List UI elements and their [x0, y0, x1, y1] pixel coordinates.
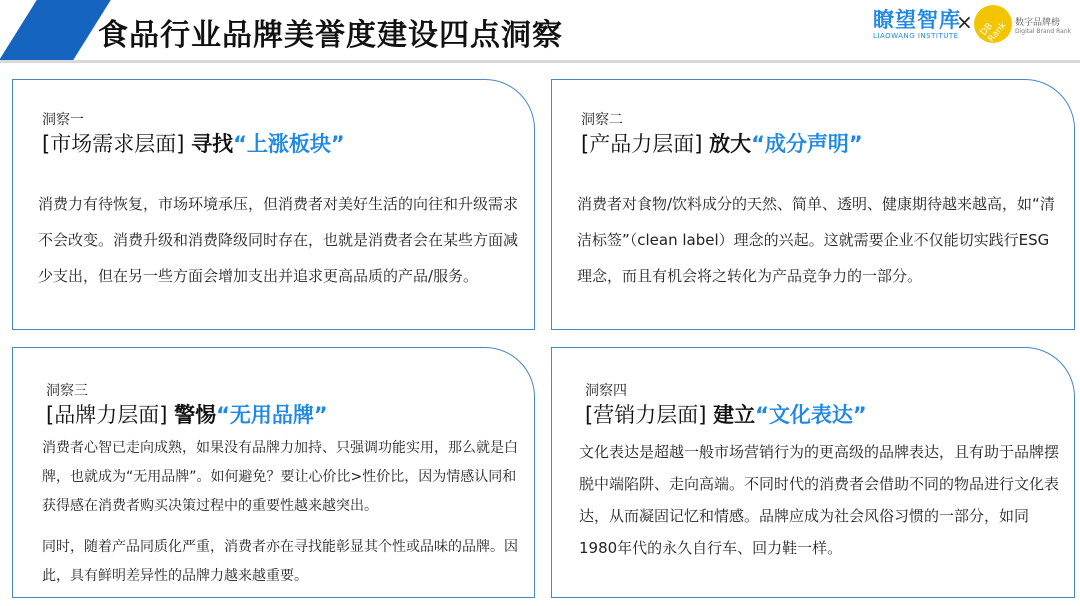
insight-body — [579, 436, 1067, 564]
insight-body — [38, 186, 523, 294]
dbrank-logo-badge: DB Rank — [974, 5, 1012, 43]
liaowang-logo-en: LIAOWANG INSTITUTE — [873, 32, 959, 40]
insight-card-2 — [551, 79, 1075, 330]
insight-label: 洞察三 — [46, 383, 88, 399]
insight-body — [42, 434, 527, 591]
insight-heading: [品牌力层面] 警惕“无用品牌” — [46, 403, 328, 427]
collaboration-times-icon: × — [956, 10, 973, 34]
dbrank-logo-text: 数字品牌榜 Digital Brand Rank — [1015, 18, 1072, 35]
insight-paragraph: 同时，随着产品同质化严重，消费者亦在寻找能彰显其个性或品味的品牌。因此，具有鲜明差异性的品牌力越来越重要。 — [42, 539, 518, 584]
liaowang-logo-cn: 瞭望智库 — [873, 8, 961, 32]
header-divider — [0, 60, 1080, 63]
liaowang-logo — [873, 8, 961, 40]
insight-paragraph: 消费者心智已走向成熟，如果没有品牌力加持、只强调功能实用，那么就是白牌，也就成为“无用品牌”。如何避免？要让心价比>性价比，因为情感认同和获得感在消费者购买决策过程中的重要性越来越突出。 — [42, 440, 518, 514]
insight-label: 洞察二 — [581, 112, 623, 128]
page-title: 食品行业品牌美誉度建设四点洞察 — [98, 18, 563, 53]
insight-card-4 — [551, 347, 1075, 598]
insight-card-1 — [12, 79, 535, 330]
insight-heading: [营销力层面] 建立“文化表达” — [585, 403, 867, 427]
insight-paragraph: 消费者对食物/饮料成分的天然、简单、透明、健康期待越来越高，如“清洁标签”（clean label）理念的兴起。这就需要企业不仅能切实践行ESG理念，而且有机会将之转化为产品竞争力的一部分。 — [577, 195, 1055, 285]
insight-heading: [市场需求层面] 寻找“上涨板块” — [42, 132, 345, 156]
insight-heading: [产品力层面] 放大“成分声明” — [581, 132, 863, 156]
insight-paragraph: 文化表达是超越一般市场营销行为的更高级的品牌表达，且有助于品牌摆脱中端陷阱、走向高端。不同时代的消费者会借助不同的物品进行文化表达，从而凝固记忆和情感。品牌应成为社会风俗习惯的一部分，如同1980年代的永久自行车、回力鞋一样。 — [579, 443, 1060, 557]
insight-body — [577, 186, 1062, 294]
page-header — [0, 0, 1080, 62]
insight-card-3 — [12, 347, 535, 598]
insight-paragraph: 消费力有待恢复，市场环境承压，但消费者对美好生活的向往和升级需求不会改变。消费升级和消费降级同时存在，也就是消费者会在某些方面减少支出，但在另一些方面会增加支出并追求更高品质的产品/服务。 — [38, 195, 519, 285]
insight-label: 洞察四 — [585, 383, 627, 399]
insight-label: 洞察一 — [42, 112, 84, 128]
